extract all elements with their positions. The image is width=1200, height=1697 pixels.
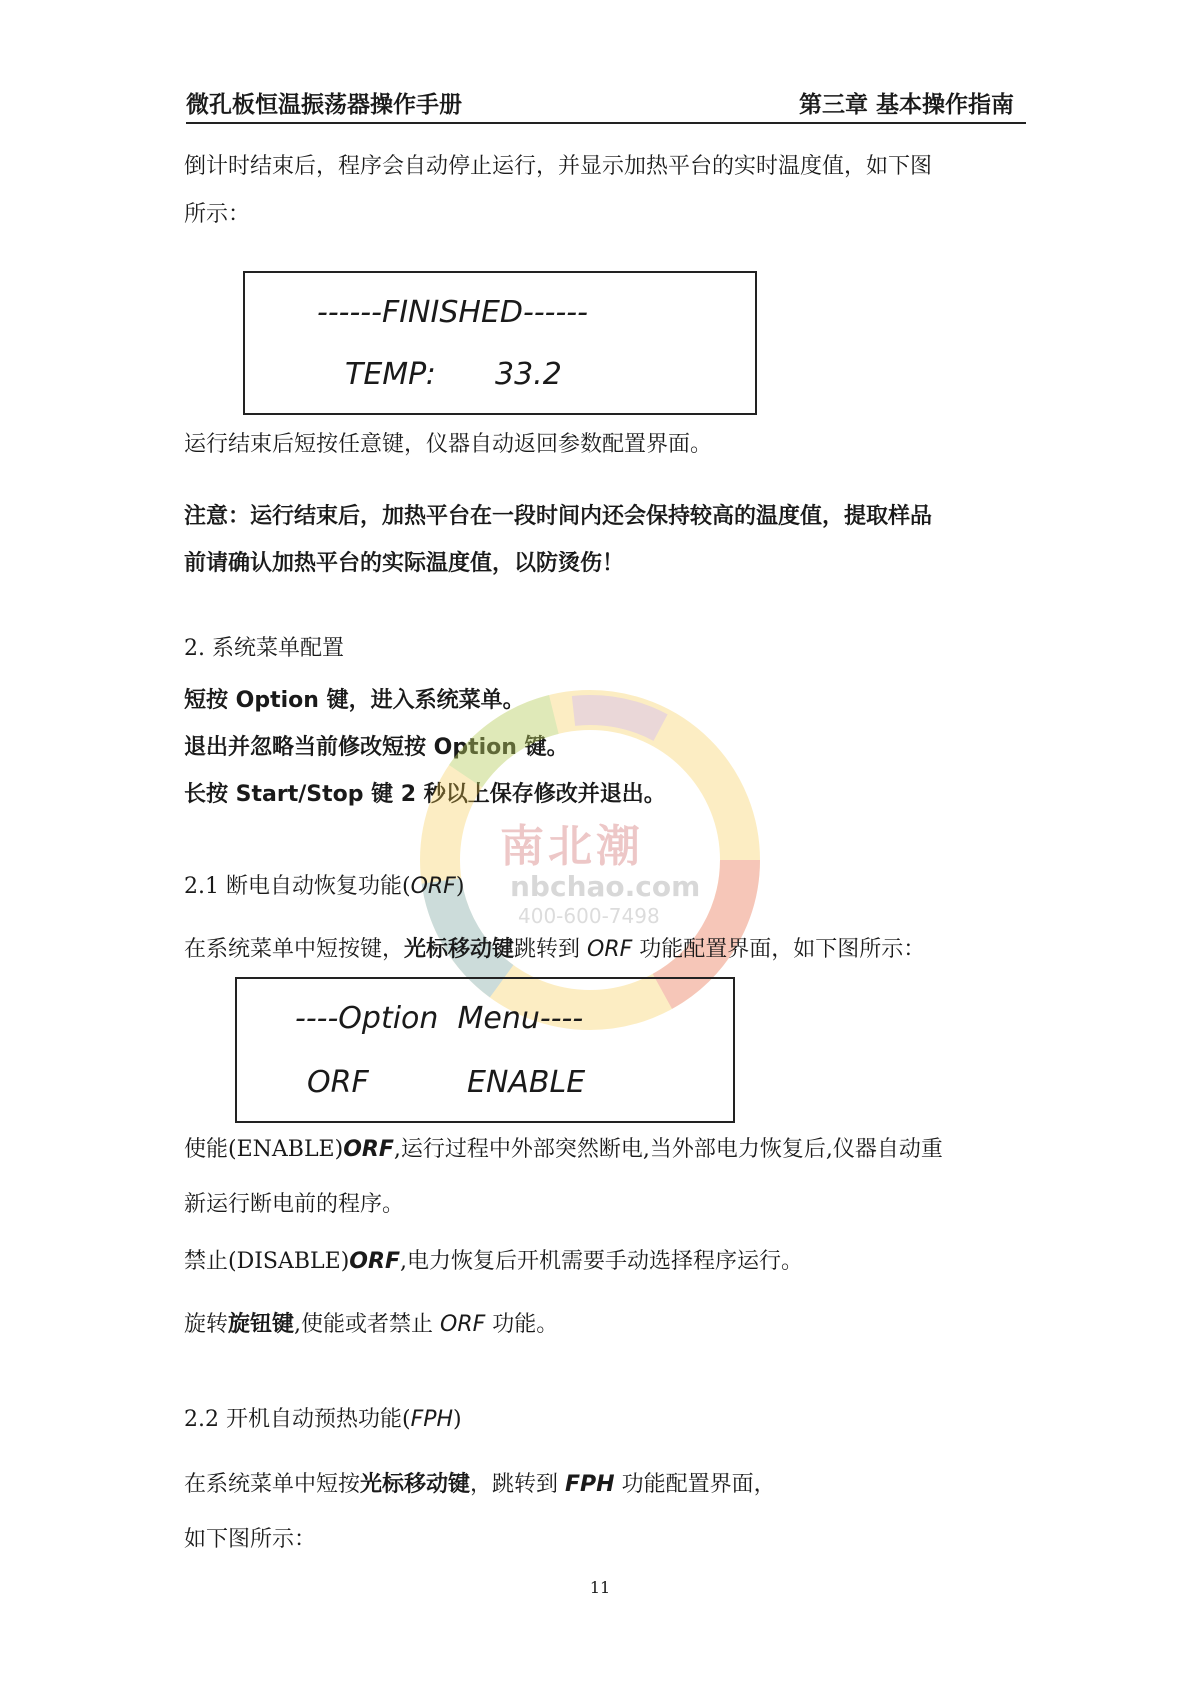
section-2-1-desc-pre: 在系统菜单中短按键， [184,937,405,962]
cursor-move-key-label: 光标移动键 [404,937,515,962]
section-2-2-title-code: FPH [410,1407,454,1432]
section-2-item-2: 退出并忽略当前修改短按 Option 键。 [184,735,569,760]
cursor-move-key-label-2: 光标移动键 [360,1472,471,1497]
section-2-2-line-2: 如下图所示： [184,1527,317,1552]
lcd-option-menu-display [235,977,735,1123]
page-number: 11 [589,1578,611,1597]
section-2-1-title-prefix: 2.1 断电自动恢复功能( [184,874,411,899]
section-2-1-title-code: ORF [410,874,456,899]
orf-disable-line [184,1247,803,1277]
orf-disable-pre: 禁止(DISABLE) [184,1249,350,1274]
orf-disable-post: ,电力恢复后开机需要手动选择程序运行。 [399,1249,803,1274]
warning-note-line-2: 前请确认加热平台的实际温度值，以防烫伤！ [184,551,625,576]
orf-enable-line-1 [184,1135,943,1165]
orf-enable-post: ,运行过程中外部突然断电,当外部电力恢复后,仪器自动重 [393,1137,943,1162]
orf-disable-code: ORF [349,1249,400,1274]
watermark-brand-cn: 南北潮 [500,821,644,872]
orf-knob-pre: 旋转 [184,1312,229,1337]
section-2-1-desc-mid: 跳转到 [514,937,588,962]
section-2-2-title [184,1405,462,1435]
section-2-2-desc-pre: 在系统菜单中短按 [184,1472,361,1497]
intro-line-1: 倒计时结束后，程序会自动停止运行，并显示加热平台的实时温度值，如下图 [184,154,933,179]
intro-line-2: 所示： [184,202,251,227]
orf-enable-pre: 使能(ENABLE) [184,1137,344,1162]
section-2-2-description [184,1470,776,1500]
section-2-item-1: 短按 Option 键，进入系统菜单。 [184,688,525,713]
section-2-2-desc-post: 功能配置界面， [614,1472,776,1497]
lcd-finished-display [243,271,757,415]
section-2-1-title-suffix: ) [455,874,465,899]
lcd-orf-value: ENABLE [467,1065,586,1100]
orf-knob-line [184,1310,558,1340]
header-title: 微孔板恒温振荡器操作手册 [186,92,462,118]
header-chapter: 第三章 基本操作指南 [798,92,1014,118]
section-2-2-desc-mid: ，跳转到 [470,1472,566,1497]
orf-knob-code: ORF [440,1312,486,1337]
lcd-option-menu-line: ----Option Menu---- [295,1001,584,1036]
section-2-1-desc-post: 功能配置界面，如下图所示： [632,937,926,962]
orf-knob-mid: ,使能或者禁止 [294,1312,441,1337]
section-2-2-title-prefix: 2.2 开机自动预热功能( [184,1407,411,1432]
lcd-orf-label: ORF [307,1065,369,1100]
section-2-2-title-suffix: ) [453,1407,462,1432]
section-2-1-title [184,872,464,902]
after-run-text: 运行结束后短按任意键，仪器自动返回参数配置界面。 [184,432,713,457]
section-2-1-description [184,935,925,965]
section-2-2-desc-code: FPH [565,1472,615,1497]
section-2-title: 2. 系统菜单配置 [184,636,344,661]
orf-knob-post: 功能。 [485,1312,559,1337]
warning-note-line-1: 注意：运行结束后，加热平台在一段时间内还会保持较高的温度值，提取样品 [184,504,933,529]
lcd-temp-value: 33.2 [495,357,562,392]
watermark-brand-en: nbchao.com [510,870,701,903]
orf-enable-line-2: 新运行断电前的程序。 [184,1192,405,1217]
lcd-finished-line: ------FINISHED------ [317,295,588,330]
orf-enable-code: ORF [343,1137,394,1162]
lcd-temp-label: TEMP: [345,357,436,392]
knob-key-label: 旋钮键 [228,1312,295,1337]
section-2-1-desc-code: ORF [587,937,633,962]
section-2-item-3: 长按 Start/Stop 键 2 秒以上保存修改并退出。 [184,782,666,807]
header-divider [186,122,1026,124]
watermark-phone: 400-600-7498 [518,904,660,928]
